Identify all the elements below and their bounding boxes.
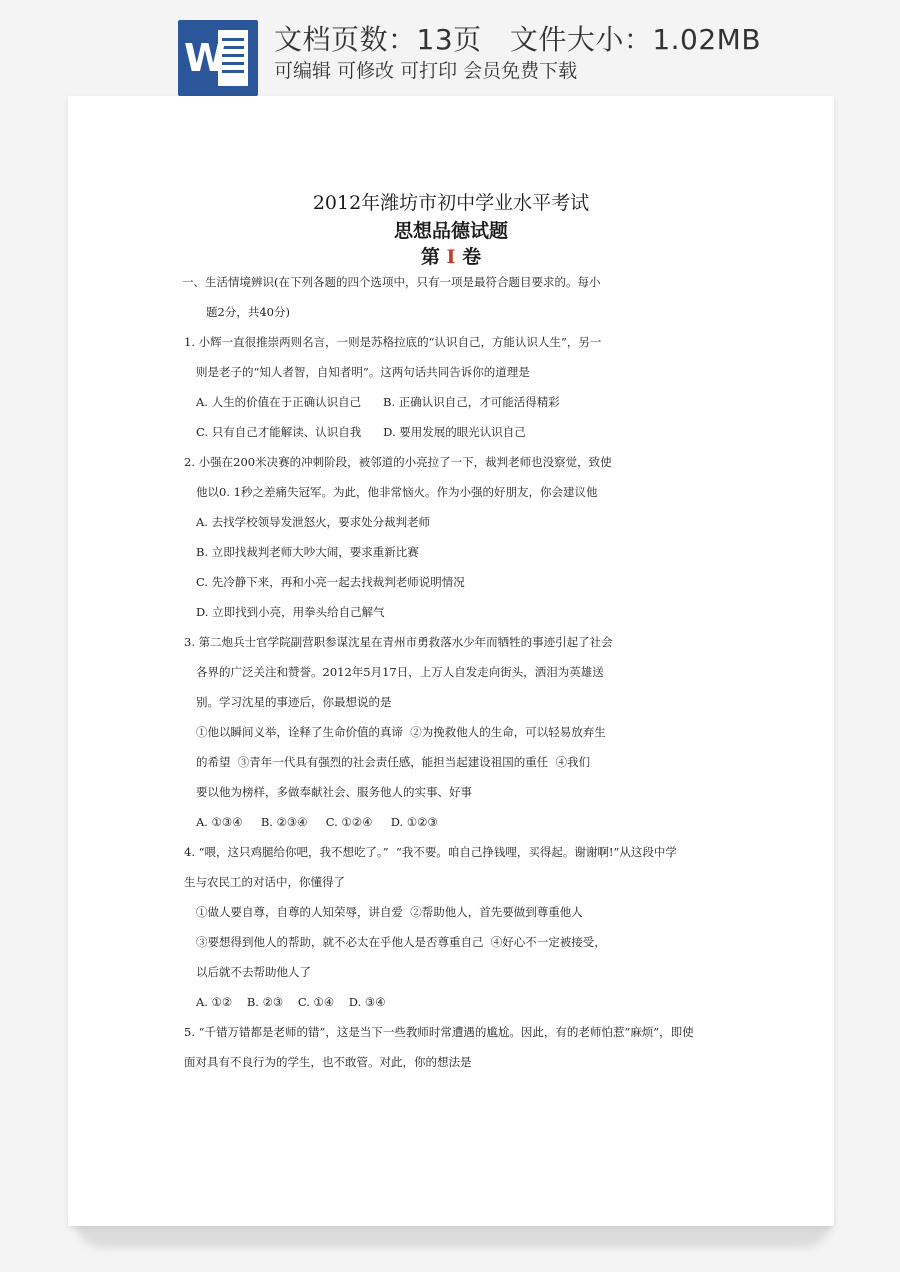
question-3-stem-cont-2: 别。学习沈星的事迹后，你最想说的是 [196,695,392,709]
question-2-option-b: B. 立即找裁判老师大吵大闹，要求重新比赛 [196,545,419,559]
question-4-statements-1: ①做人要自尊，自尊的人知荣辱，讲自爱 ②帮助他人，首先要做到尊重他人 [196,905,583,919]
question-3-statements-2: 的希望 ③青年一代具有强烈的社会责任感，能担当起建设祖国的重任 ④我们 [196,755,591,769]
question-5-stem: 5. “千错万错都是老师的错”，这是当下一些教师时常遭遇的尴尬。因此，有的老师怕惹“麻烦”，即使 [184,1025,694,1039]
section-heading-cont: 题2分，共40分) [206,305,290,319]
question-3-statements-3: 要以他为榜样，多做奉献社会、服务他人的实事、好事 [196,785,472,799]
file-info: 文档页数：13页 文件大小：1.02MB [274,23,762,56]
question-3-statements-1: ①他以瞬间义举，诠释了生命价值的真谛 ②为挽救他人的生命，可以轻易放弃生 [196,725,606,739]
question-2-option-a: A. 去找学校领导发泄怒火，要求处分裁判老师 [196,515,431,529]
volume-prefix: 第 [420,246,440,268]
question-2-option-d: D. 立即找到小亮，用拳头给自己解气 [196,605,385,619]
exam-title: 2012年潍坊市初中学业水平考试 [312,192,590,214]
word-icon-letter: W [184,36,226,80]
file-features: 可编辑 可修改 可打印 会员免费下载 [274,60,578,82]
question-3-stem: 3. 第二炮兵士官学院副营职参谋沈星在青州市勇救落水少年而牺牲的事迹引起了社会 [184,635,613,649]
section-heading: 一、生活情境辨识(在下列各题的四个选项中，只有一项是最符合题目要求的。每小 [182,275,601,289]
question-3-stem-cont-1: 各界的广泛关注和赞誉。2012年5月17日，上万人自发走向街头，洒泪为英雄送 [196,665,604,679]
question-2-stem-cont: 他以0. 1秒之差痛失冠军。为此，他非常恼火。作为小强的好朋友，你会建议他 [196,485,598,499]
question-1-options-ab: A. 人生的价值在于正确认识自己 B. 正确认识自己，才可能活得精彩 [196,395,560,409]
question-4-stem-cont: 生与农民工的对话中，你懂得了 [184,875,345,889]
question-4-options: A. ①② B. ②③ C. ①④ D. ③④ [196,995,386,1009]
question-2-stem: 2. 小强在200米决赛的冲刺阶段，被邻道的小亮拉了一下，裁判老师也没察觉，致使 [184,455,612,469]
question-1-stem: 1. 小辉一直很推崇两则名言，一则是苏格拉底的“认识自己，方能认识人生”，另一 [184,335,602,349]
document-page [68,96,834,1226]
question-2-option-c: C. 先冷静下来，再和小亮一起去找裁判老师说明情况 [196,575,465,589]
download-header [0,0,900,96]
question-4-statements-3: 以后就不去帮助他人了 [196,965,311,979]
question-1-stem-cont: 则是老子的“知人者智，自知者明”。这两句话共同告诉你的道理是 [196,365,530,379]
question-4-statements-2: ③要想得到他人的帮助，就不必太在乎他人是否尊重自己 ④好心不一定被接受， [196,935,606,949]
question-4-stem: 4. “喂，这只鸡腿给你吧，我不想吃了。” “我不要。咱自己挣钱哩，买得起。谢谢啊!”从这段中学 [184,845,677,859]
exam-subject: 思想品德试题 [393,220,508,242]
volume-heading [68,242,834,269]
volume-numeral: I [446,246,456,268]
word-document-icon [178,20,258,96]
question-3-options: A. ①③④ B. ②③④ C. ①②④ D. ①②③ [196,815,438,829]
volume-suffix: 卷 [462,246,482,268]
question-1-options-cd: C. 只有自己才能解读、认识自我 D. 要用发展的眼光认识自己 [196,425,526,439]
question-5-stem-cont: 面对具有不良行为的学生，也不敢管。对此，你的想法是 [184,1055,472,1069]
